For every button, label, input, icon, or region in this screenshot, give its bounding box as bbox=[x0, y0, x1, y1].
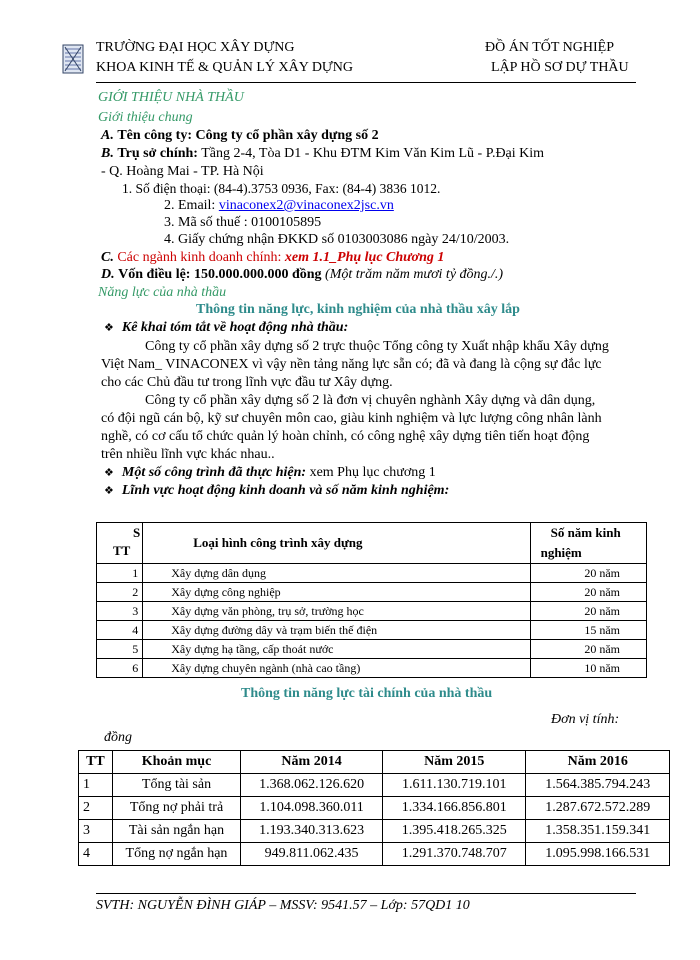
exp-type: Xây dựng hạ tầng, cấp thoát nước bbox=[143, 640, 530, 659]
header-project: ĐỒ ÁN TỐT NGHIỆP bbox=[485, 40, 614, 55]
exp-no: 3 bbox=[97, 602, 143, 621]
para2-line2: có đội ngũ cán bộ, kỹ sư chuyên môn cao, giàu kinh nghiệm và lực lượng công nhân lành bbox=[101, 411, 602, 426]
footer-student-info: SVTH: NGUYỄN ĐÌNH GIÁP – MSSV: 9541.57 – Lớp: 57QD1 10 bbox=[96, 898, 470, 913]
headquarters-line-2: - Q. Hoàng Mai - TP. Hà Nội bbox=[101, 164, 264, 179]
header-topic: LẬP HỒ SƠ DỰ THẦU bbox=[491, 60, 629, 75]
email-line: 2. Email: vinaconex2@vinaconex2jsc.vn bbox=[164, 198, 394, 213]
finance-cell: 1.368.062.126.620 bbox=[241, 774, 383, 797]
exp-years: 15 năm bbox=[530, 621, 646, 640]
university-logo-icon bbox=[62, 44, 84, 74]
unit-value: đồng bbox=[104, 730, 132, 745]
finance-cell: 1.611.130.719.101 bbox=[382, 774, 526, 797]
exp-no: 6 bbox=[97, 659, 143, 678]
finance-cell: Tổng nợ ngắn hạn bbox=[112, 843, 240, 866]
table-row bbox=[97, 640, 647, 659]
exp-type: Xây dựng công nghiệp bbox=[143, 583, 530, 602]
finance-cell: 2 bbox=[79, 797, 113, 820]
table-row bbox=[97, 659, 647, 678]
finance-cell: 949.811.062.435 bbox=[241, 843, 383, 866]
header-stt: S TT bbox=[97, 523, 143, 564]
exp-no: 2 bbox=[97, 583, 143, 602]
finance-cell: 1.291.370.748.707 bbox=[382, 843, 526, 866]
exp-no: 5 bbox=[97, 640, 143, 659]
business-license: 4. Giấy chứng nhận ĐKKD số 0103003086 ngày 24/10/2003. bbox=[164, 232, 510, 247]
diamond-bullet-icon: ❖ bbox=[104, 485, 114, 497]
para1-line2: Việt Nam_ VINACONEX vì vậy nền tảng năng lực sẵn có; đã và đang là cộng sự đắc lực bbox=[101, 357, 602, 372]
header-university: TRƯỜNG ĐẠI HỌC XÂY DỰNG bbox=[96, 40, 295, 55]
email-link[interactable]: vinaconex2@vinaconex2jsc.vn bbox=[218, 198, 394, 213]
phone-fax: 1. Số điện thoại: (84-4).3753 0936, Fax: (84-4) 3836 1012. bbox=[122, 181, 441, 196]
headquarters-line: B. Trụ sở chính: Tầng 2-4, Tòa D1 - Khu ĐTM Kim Văn Kim Lũ - P.Đại Kim bbox=[101, 146, 545, 161]
exp-years: 20 năm bbox=[530, 602, 646, 621]
finance-cell: 1.193.340.313.623 bbox=[241, 820, 383, 843]
finance-cell: 4 bbox=[79, 843, 113, 866]
company-name-line: A. Tên công ty: Công ty cổ phần xây dựng số 2 bbox=[101, 128, 379, 143]
header-years: Số năm kinh nghiệm bbox=[530, 523, 646, 564]
table-row bbox=[97, 564, 647, 583]
finance-cell: 1.334.166.856.801 bbox=[382, 797, 526, 820]
tax-code: 3. Mã số thuế : 0100105895 bbox=[164, 215, 322, 230]
finance-header-cell: Khoản mục bbox=[112, 751, 240, 774]
exp-years: 20 năm bbox=[530, 564, 646, 583]
experience-table bbox=[96, 522, 647, 678]
finance-cell: Tài sản ngắn hạn bbox=[112, 820, 240, 843]
finance-cell: Tổng nợ phải trả bbox=[112, 797, 240, 820]
finance-cell: 1.104.098.360.011 bbox=[241, 797, 383, 820]
finance-header-cell: Năm 2015 bbox=[382, 751, 526, 774]
exp-type: Xây dựng dân dụng bbox=[143, 564, 530, 583]
finance-cell: 1.358.351.159.341 bbox=[526, 820, 670, 843]
finance-header-cell: Năm 2014 bbox=[241, 751, 383, 774]
charter-capital: D. Vốn điều lệ: 150.000.000.000 đồng (Một trăm năm mươi tỷ đồng./.) bbox=[101, 267, 504, 282]
header-divider bbox=[96, 82, 636, 83]
exp-type: Xây dựng đường dây và trạm biến thế điện bbox=[143, 621, 530, 640]
para2-line3: nghề, có cơ cấu tổ chức quản lý hoàn chỉnh, có công nghệ xây dựng tiên tiến hoạt động bbox=[101, 429, 590, 444]
finance-title: Thông tin năng lực tài chính của nhà thầu bbox=[241, 686, 493, 701]
finance-header-cell: TT bbox=[79, 751, 113, 774]
table-row bbox=[79, 797, 670, 820]
finance-cell: 1.095.998.166.531 bbox=[526, 843, 670, 866]
finance-cell: 1.395.418.265.325 bbox=[382, 820, 526, 843]
table-row bbox=[97, 583, 647, 602]
finance-cell: 1.287.672.572.289 bbox=[526, 797, 670, 820]
summary-bullet: ❖ Kê khai tóm tắt về hoạt động nhà thầu: bbox=[104, 320, 349, 335]
section-title: GIỚI THIỆU NHÀ THẦU bbox=[98, 90, 244, 105]
exp-years: 20 năm bbox=[530, 583, 646, 602]
footer-divider bbox=[96, 893, 636, 894]
para1-line3: cho các Chủ đầu tư trong lĩnh vực đầu tư Xây dựng. bbox=[101, 375, 393, 390]
exp-type: Xây dựng văn phòng, trụ sở, trường học bbox=[143, 602, 530, 621]
header-type: Loại hình công trình xây dựng bbox=[143, 523, 530, 564]
para2-line1: Công ty cổ phần xây dựng số 2 là đơn vị chuyên nghành Xây dựng và dân dụng, bbox=[145, 393, 596, 408]
business-lines: C. Các ngành kinh doanh chính: xem 1.1_Phụ lục Chương 1 bbox=[101, 250, 445, 265]
exp-type: Xây dựng chuyên ngành (nhà cao tầng) bbox=[143, 659, 530, 678]
para1-line1: Công ty cổ phần xây dựng số 2 trực thuộc Tổng công ty Xuất nhập khẩu Xây dựng bbox=[145, 339, 609, 354]
experience-table-header bbox=[97, 523, 647, 564]
finance-table-header bbox=[79, 751, 670, 774]
finance-cell: 1 bbox=[79, 774, 113, 797]
table-row bbox=[79, 820, 670, 843]
table-row bbox=[79, 843, 670, 866]
table-row bbox=[97, 621, 647, 640]
exp-years: 20 năm bbox=[530, 640, 646, 659]
capacity-heading: Năng lực của nhà thầu bbox=[98, 285, 227, 300]
diamond-bullet-icon: ❖ bbox=[104, 322, 114, 334]
finance-cell: 1.564.385.794.243 bbox=[526, 774, 670, 797]
finance-cell: Tổng tài sản bbox=[112, 774, 240, 797]
exp-no: 1 bbox=[97, 564, 143, 583]
finance-cell: 3 bbox=[79, 820, 113, 843]
header-faculty: KHOA KINH TẾ & QUẢN LÝ XÂY DỰNG bbox=[96, 60, 354, 75]
diamond-bullet-icon: ❖ bbox=[104, 467, 114, 479]
works-bullet: ❖ Một số công trình đã thực hiện: xem Phụ lục chương 1 bbox=[104, 465, 436, 480]
exp-years: 10 năm bbox=[530, 659, 646, 678]
intro-heading: Giới thiệu chung bbox=[98, 110, 193, 125]
table-row bbox=[79, 774, 670, 797]
exp-no: 4 bbox=[97, 621, 143, 640]
table-row bbox=[97, 602, 647, 621]
finance-table bbox=[78, 750, 670, 866]
finance-header-cell: Năm 2016 bbox=[526, 751, 670, 774]
fields-bullet: ❖ Lĩnh vực hoạt động kinh doanh và số năm kinh nghiệm: bbox=[104, 483, 450, 498]
capacity-title: Thông tin năng lực, kinh nghiệm của nhà thầu xây lắp bbox=[196, 302, 520, 317]
para2-line4: trên nhiều lĩnh vực khác nhau.. bbox=[101, 447, 275, 462]
unit-label: Đơn vị tính: bbox=[551, 712, 620, 727]
